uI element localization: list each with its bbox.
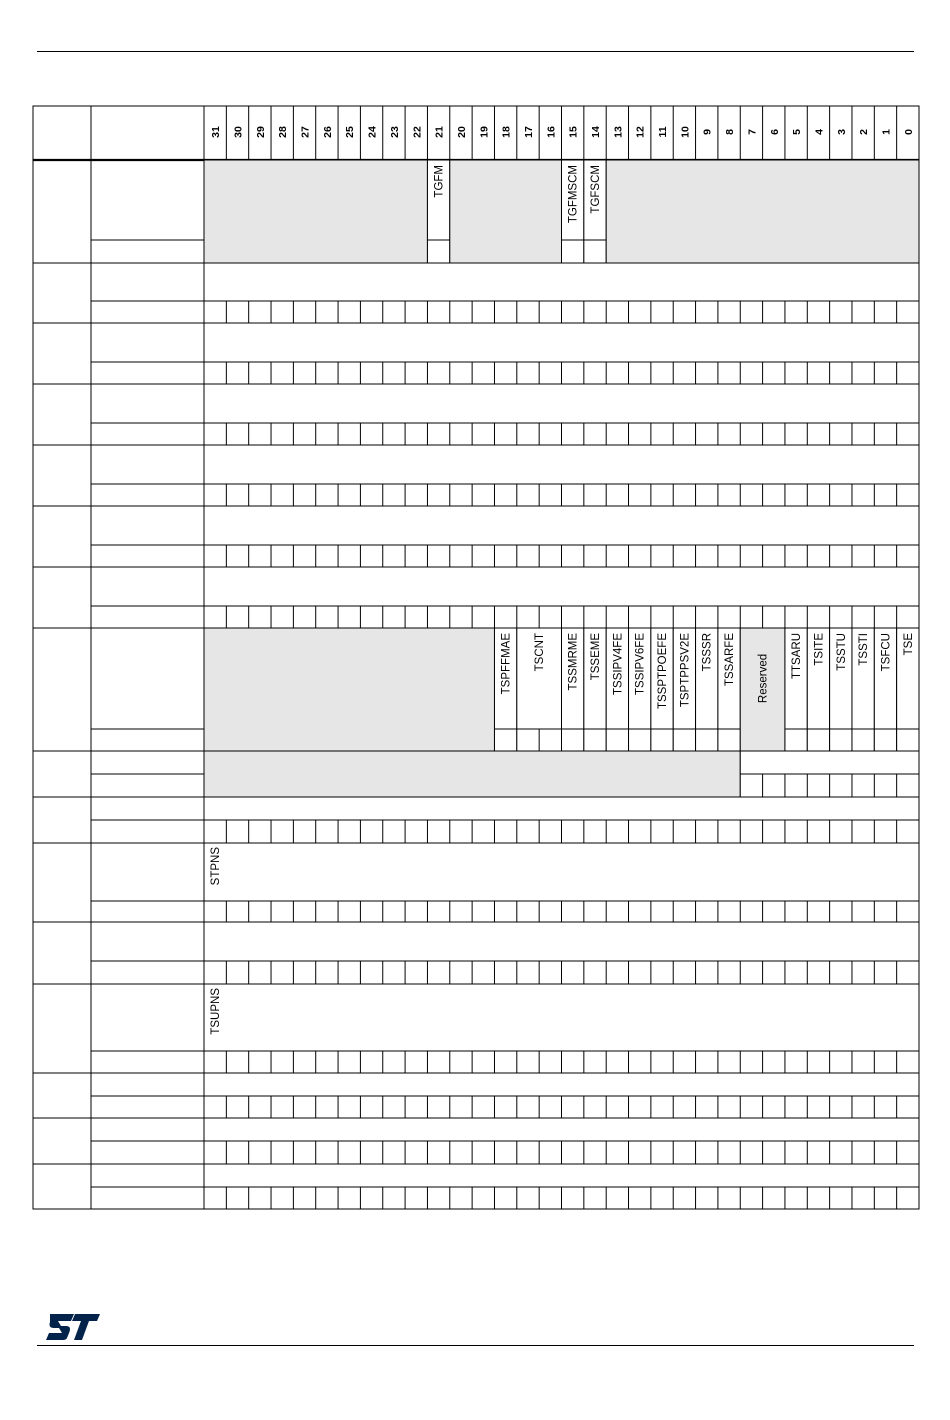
register-row xyxy=(204,628,919,751)
bit-number: 4 xyxy=(813,129,826,135)
field-label-tssmrme: TSSMRME xyxy=(567,633,580,691)
field-label-tssipv6fe: TSSIPV6FE xyxy=(634,633,647,695)
bit-number: 10 xyxy=(679,126,692,138)
field-label-tgfscm: TGFSCM xyxy=(590,165,603,214)
field-label-tssptpoefe: TSSPTPOEFE xyxy=(657,633,670,710)
bit-number: 13 xyxy=(612,126,625,138)
reserved-area xyxy=(606,160,919,263)
st-logo-s xyxy=(46,1314,74,1340)
reserved-area xyxy=(450,160,562,263)
bit-number: 31 xyxy=(210,126,223,138)
bit-number: 7 xyxy=(746,129,759,135)
register-row xyxy=(210,988,222,1035)
bit-number: 5 xyxy=(791,129,804,135)
field-label-tssipv4fe: TSSIPV4FE xyxy=(612,633,625,695)
bit-number: 25 xyxy=(344,126,357,138)
bit-number: 15 xyxy=(567,126,580,138)
field-label-tgfm: TGFM xyxy=(433,165,446,198)
bit-number: 30 xyxy=(232,126,245,138)
field-label-tsssr: TSSSR xyxy=(701,633,714,672)
field-label-tsupns: TSUPNS xyxy=(210,988,223,1035)
reserved-area xyxy=(204,751,740,797)
reserved-label: Reserved xyxy=(757,653,770,704)
field-label-ttsaru: TTSARU xyxy=(791,633,804,679)
field-label-tspffmae: TSPFFMAE xyxy=(500,633,513,695)
bit-number: 22 xyxy=(411,126,424,138)
bit-number: 6 xyxy=(768,129,781,135)
bit-number: 19 xyxy=(478,126,491,138)
field-label-tssarfe: TSSARFE xyxy=(724,633,737,687)
field-label-tsptppsv2e: TSPTPPSV2E xyxy=(679,633,692,708)
bit-number: 17 xyxy=(522,126,535,138)
bit-number: 20 xyxy=(455,126,468,138)
bit-number: 12 xyxy=(634,126,647,138)
bit-number: 29 xyxy=(254,126,267,138)
st-logo-t xyxy=(72,1314,100,1340)
bit-number: 28 xyxy=(277,126,290,138)
field-label-stpns: STPNS xyxy=(210,847,223,886)
field-label-tsseme: TSSEME xyxy=(590,633,603,681)
bit-number: 9 xyxy=(701,129,714,135)
field-label-tse: TSE xyxy=(902,633,915,656)
bit-number: 3 xyxy=(835,129,848,135)
reserved-area xyxy=(204,628,494,751)
reserved-area xyxy=(204,160,427,263)
bit-number: 8 xyxy=(724,129,737,135)
field-label-tsite: TSITE xyxy=(813,633,826,666)
field-label-tsstu: TSSTU xyxy=(835,633,848,671)
bit-number: 27 xyxy=(299,126,312,138)
register-row xyxy=(204,160,919,263)
bit-number: 11 xyxy=(657,126,670,138)
bit-number: 26 xyxy=(321,126,334,138)
bit-number: 18 xyxy=(500,126,513,138)
bit-number: 0 xyxy=(902,129,915,135)
field-label-tssti: TSSTI xyxy=(858,633,871,666)
bit-number: 23 xyxy=(388,126,401,138)
field-label-tgfmscm: TGFMSCM xyxy=(567,165,580,224)
bit-number: 16 xyxy=(545,126,558,138)
field-label-tsfcu: TSFCU xyxy=(880,633,893,672)
field-label-tscnt: TSCNT xyxy=(534,633,547,672)
bit-number: 2 xyxy=(858,129,871,135)
bit-number: 14 xyxy=(590,126,603,138)
bottom-rule xyxy=(37,1345,914,1346)
bit-number: 21 xyxy=(433,126,446,138)
st-logo xyxy=(44,1312,102,1342)
bit-number: 1 xyxy=(880,129,893,135)
bit-number: 24 xyxy=(366,126,379,138)
register-row xyxy=(210,847,222,886)
